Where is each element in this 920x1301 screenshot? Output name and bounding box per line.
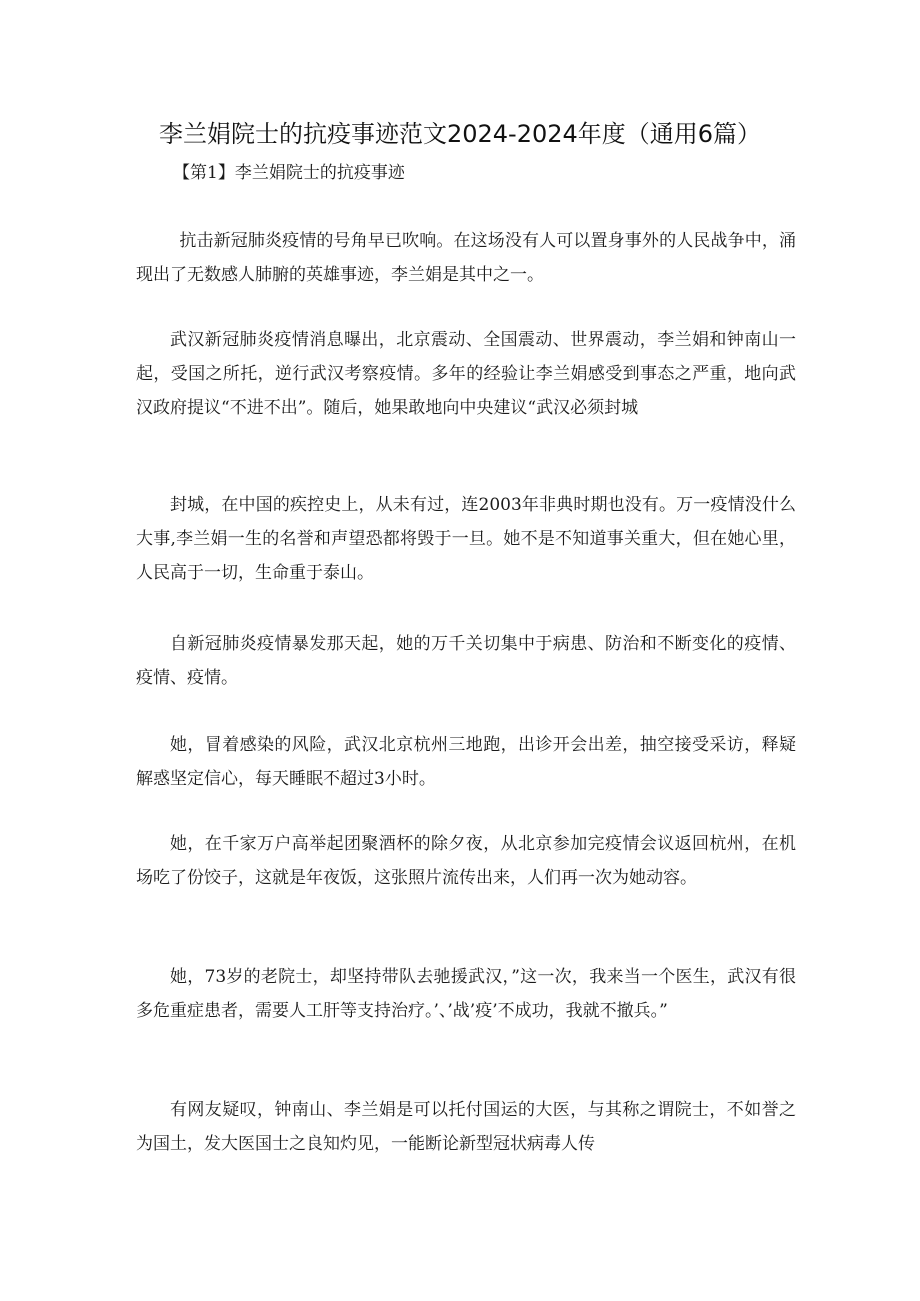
paragraph-6: 她，在千家万户高举起团聚酒杯的除夕夜，从北京参加完疫情会议返回杭州，在机场吃了份饺子，这就是年夜饭，这张照片流传出来，人们再一次为她动容。 (136, 834, 796, 888)
paragraph-1: 抗击新冠肺炎疫情的号角早已吹响。在这场没有人可以置身事外的人民战争中，涌现出了无数感人肺腑的英雄事迹，李兰娟是其中之一。 (136, 231, 796, 285)
paragraph-5: 她，冒着感染的风险，武汉北京杭州三地跑，出诊开会出差，抽空接受采访，释疑解惑坚定信心，每天睡眠不超过3小时。 (136, 735, 796, 789)
paragraph-7: 她，73岁的老院士，却坚持带队去驰援武汉，”这一次，我来当一个医生，武汉有很多危重症患者，需要人工肝等支持治疗。’、’战’疫’不成功，我就不撤兵。” (136, 967, 796, 1021)
section-heading: 【第1】李兰娟院士的抗疫事迹 (173, 163, 405, 183)
paragraph-8: 有网友疑叹，钟南山、李兰娟是可以托付国运的大医，与其称之谓院士，不如誉之为国土，发大医国士之良知灼见，一能断论新型冠状病毒人传 (136, 1100, 796, 1154)
paragraph-3: 封城，在中国的疾控史上，从未有过，连2003年非典时期也没有。万一疫情没什么大事,李兰娟一生的名誉和声望恐都将毁于一旦。她不是不知道事关重大，但在她心里，人民高于一切，生命重于泰山。 (136, 495, 796, 583)
document-title: 李兰娟院士的抗疫事迹范文2024-2024年度（通用6篇） (158, 120, 762, 148)
paragraph-4: 自新冠肺炎疫情暴发那天起，她的万千关切集中于病患、防治和不断变化的疫情、疫情、疫情。 (136, 634, 796, 688)
paragraph-2: 武汉新冠肺炎疫情消息曝出，北京震动、全国震动、世界震动，李兰娟和钟南山一起，受国之所托，逆行武汉考察疫情。多年的经验让李兰娟感受到事态之严重，地向武汉政府提议“不进不出”。随后，她果敢地向中央建议“武汉必须封城 (136, 330, 796, 418)
